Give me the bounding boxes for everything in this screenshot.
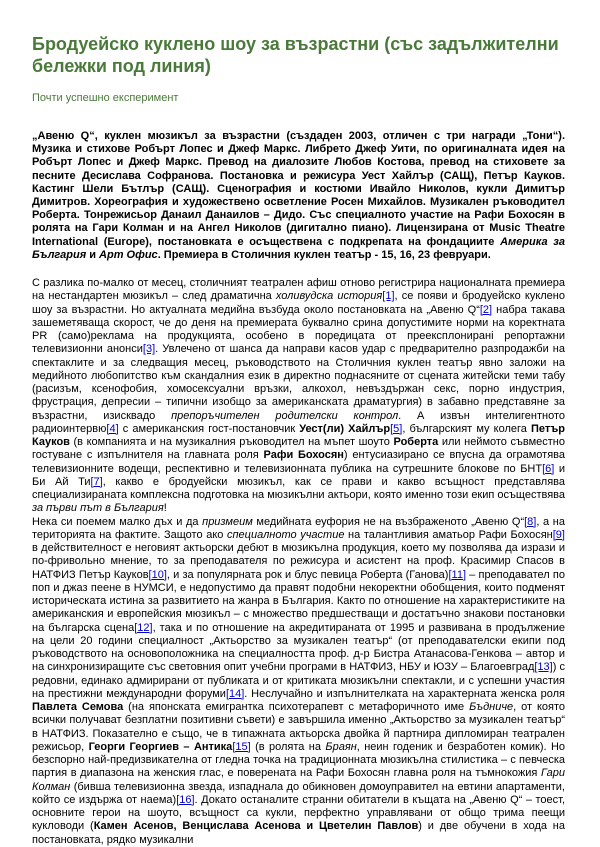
italic-text: специалното участие	[227, 528, 345, 541]
text-run: , от която всички получават безплатни позитивни съвети) е завършила именно „Актьорство за музикален театър“ в НАТФИЗ. Показателно е също, че в типажната актьорска двойка й партнира дипломиран театрален режисьор,	[32, 701, 565, 753]
text-run: ) с редовни, единако адмирирани от публиката и от критиката мюзикълни спектакли, и с успешни участия на престижни международни форуми	[32, 661, 565, 700]
text-run: „Авеню Q“, куклен мюзикъл за възрастни (създаден 2003, отличен с три награди „Тони“). Музика и стихове Робърт Лопес и Джеф Маркс. Либрето Джеф Уити, по оригиналната идея на Робърт Лопес и Джеф Маркс. Превод на диалозите Любов Костова, превод на стиховете за песните Десислава Софранова. Постановка и режисура Уест Хайлър (САЩ), Петър Кауков. Кастинг Шели Бътлър (САЩ). Сценография и костюми Ивайло Николов, кукли Димитър Димитров. Хореография и художествено осветление Росен Михайлов. Музикален ръководител Роберта. Тонрежисьор Данаил Данаилов – Дидо. Със специалното участие на Рафи Бохосян в ролята на Гари Колман и на Ангел Николов (дигитално пиано). Лицензирана от Music Theatre International (Europe), постановката е осъществена с подкрепата на фондациите	[32, 130, 565, 248]
text-run: . А извън интелигентното радиоинтервю	[32, 409, 565, 435]
text-run: (на японската емигрантка психотерапевт с метафоричното име	[123, 701, 470, 714]
text-run: , неин годеник и безработен комик). Но безспорно най-предизвикателна от гледна точка на традиционната мюзикълна стилистика – с певческа партия в диапазона на женския глас, е поверената на Рафи Бохосян главна роля на тъмнокожия	[32, 740, 566, 780]
text-run: или неймото съвместно гостуване с изпълнителя на главната роля	[32, 436, 565, 462]
bold-text: Павлета Семова	[32, 701, 124, 714]
article-body	[32, 277, 565, 847]
text-run: Нека си поемем малко дъх и да	[32, 515, 203, 528]
italic-text: за първи път в България	[32, 502, 164, 515]
bold-text: Георги Георгиев – Антика	[88, 740, 233, 753]
text-run: . Премиера в Столичния куклен театър - 15, 16, 23 февруари.	[157, 248, 491, 261]
footnote-link[interactable]: [6]	[542, 462, 555, 475]
text-run: С разлика по-малко от месец, столичният театрален афиш отново регистрира националната премиера на нестандартен мюзикъл – след драматична	[32, 277, 565, 303]
paragraph	[32, 516, 565, 847]
footnote-link[interactable]: [7]	[90, 475, 103, 488]
footnote-link[interactable]: [12]	[134, 621, 153, 634]
text-run: , българският му колега	[402, 422, 531, 435]
text-run: (в компанията и на музикалния ръководител на мъпет шоуто	[69, 436, 394, 449]
bold-text: Рафи Бохосян	[263, 449, 344, 462]
text-run: . Неслучайно и изпълнителката на характерната женска роля	[244, 687, 566, 700]
footnote-link[interactable]: [14]	[225, 687, 245, 700]
footnote-link[interactable]: [13]	[534, 661, 553, 674]
page-title: Бродуейско куклено шоу за възрастни (със задължителни бележки под линия)	[32, 34, 559, 76]
italic-text: Арт Офис	[99, 248, 158, 261]
footnote-link[interactable]: [16]	[176, 793, 195, 806]
text-run: (в ролята на	[250, 740, 326, 753]
italic-text: Гари Колман	[32, 767, 565, 793]
paragraph	[32, 277, 565, 516]
text-run: (бивша телевизионна звезда, изпаднала до обикновен домоуправител на евтини апартаменти, който се издържа от наема)	[32, 780, 565, 806]
text-run: . Докато останалите странни обитатели в къщата на „Авеню Q“ – тоест, основните герои на шоуто, всъщност са кукли, перфектно управлявани от общо трима пеещи кукловоди (	[32, 793, 566, 833]
italic-text: препоръчителен родителски контрол	[171, 409, 399, 422]
text-run: в действителност е неговият актьорски дебют в мюзикълна продукция, което му позволява да изрази и по-фривольно мнение, то за преподавателя по режисура и асистент на проф. Красимир Спасов в НАТФИЗ Петър Кауков	[32, 542, 565, 581]
footnote-link[interactable]: [1]	[382, 290, 395, 303]
text-run: , и за популярната рок и блус певица Роберта (Ганова)	[166, 568, 449, 581]
text-run: , се появи и бродуейско куклено шоу за възрастни. Но актуалната медийна възбуда около постановката на „Авеню Q“	[32, 290, 565, 316]
footnote-link[interactable]: [5]	[390, 422, 403, 435]
italic-text: Америка за България	[32, 235, 565, 261]
footnote-link[interactable]: [10]	[148, 568, 167, 581]
text-run: !	[163, 502, 167, 515]
bold-text: Уест(ли) Хайлър	[299, 422, 391, 435]
footnote-link[interactable]: [3]	[142, 343, 156, 356]
text-run: , така и по отношение на акредитираната от 1995 и развивана в продължение на цели 20 години специалност „Актьорство за музикален театър“ (от преподавателски екипи под ръководството на основоположника на специалността проф. д-р Бистра Атанасова-Генкова – автор и на синхронизиращите със световния опит учебни програми в НАТФИЗ, НБУ и ЮЗУ – Благоевград	[32, 621, 565, 674]
italic-text: холивудска история	[275, 290, 383, 303]
text-run: – преподавател по поп и джаз пеене в НУМСИ, е недопустимо да правят подобни некоректни обобщения, които подменят историческата истина за развитието на жанра в България. Както по отношение на характеристиките на американския и европейския мюзикъл – с множество предшестващи и достатъчно знакови постановки на българска сцена	[32, 568, 565, 634]
text-run: , а на територията на фактите. Защото ако	[32, 515, 565, 541]
text-run: с американския гост-постановчик	[118, 422, 300, 435]
footnote-link[interactable]: [11]	[448, 568, 466, 581]
italic-text: Браян	[325, 740, 357, 753]
footnote-link[interactable]: [8]	[524, 515, 537, 528]
italic-text: призмеим	[202, 515, 253, 528]
article-subtitle: Почти успешно експеримент	[32, 92, 179, 104]
footnote-link[interactable]: [15]	[232, 740, 251, 753]
footnote-link[interactable]: [9]	[552, 528, 565, 541]
text-run: ) и двe обучени в хода на постановката, рядко музикални	[32, 820, 565, 846]
text-run: ) ентусиазирано се впусна да ограмотява телевизионните водещи, респективно и телевизионната публика на сутрешните блокове по БНТ	[32, 449, 566, 475]
bold-text: Роберта	[393, 436, 439, 449]
footnote-link[interactable]: [2]	[479, 303, 493, 316]
text-run: . Увлечено от шанса да направи касов удар с предварително разпродажби на спектаклите и за следващия месец, ръководството на Столичния куклен театър явно заложи на медийното любопитство към скандалния език в директно поднасяните от сцената житейски теми табу (расизъм, ксенофобия, хомосексуални връзки, алкохол, невъздържан секс, порно индустрия, фрустрация, депресии – типични изобщо за американската драматургия) в забавно представяне за възрастни, изисквадо	[32, 343, 565, 422]
text-run: медийната еуфория не на възбраженото „Авеню Q“	[252, 515, 525, 528]
footnote-link[interactable]: [4]	[106, 422, 119, 435]
bold-text: Камен Асенов, Венцислава Асенова и Цветелин Павлов	[93, 820, 419, 833]
text-run: , какво е бродуейски мюзикъл, как се прави и какво всъщност представлява специализираната комплексна подготовка на мюзикълни актьори, която именно този екип осъществява	[32, 475, 565, 502]
production-credits	[32, 130, 565, 262]
text-run: на талантливия аматьор Рафи Бохосян	[344, 528, 553, 541]
text-run: и Би Ай Ти	[32, 462, 565, 488]
text-run: набра такава зашеметяваща скорост, че до деня на премиерата буквално срина допустимите норми на коректната PR (само)реклама на продукцията, особено в поредицата от преексплониранi репортажни телевизионни анонси	[32, 303, 565, 356]
bold-text: Петър Кауков	[32, 422, 566, 449]
italic-text: Бъдниче	[469, 701, 514, 714]
text-run: и	[86, 248, 100, 261]
